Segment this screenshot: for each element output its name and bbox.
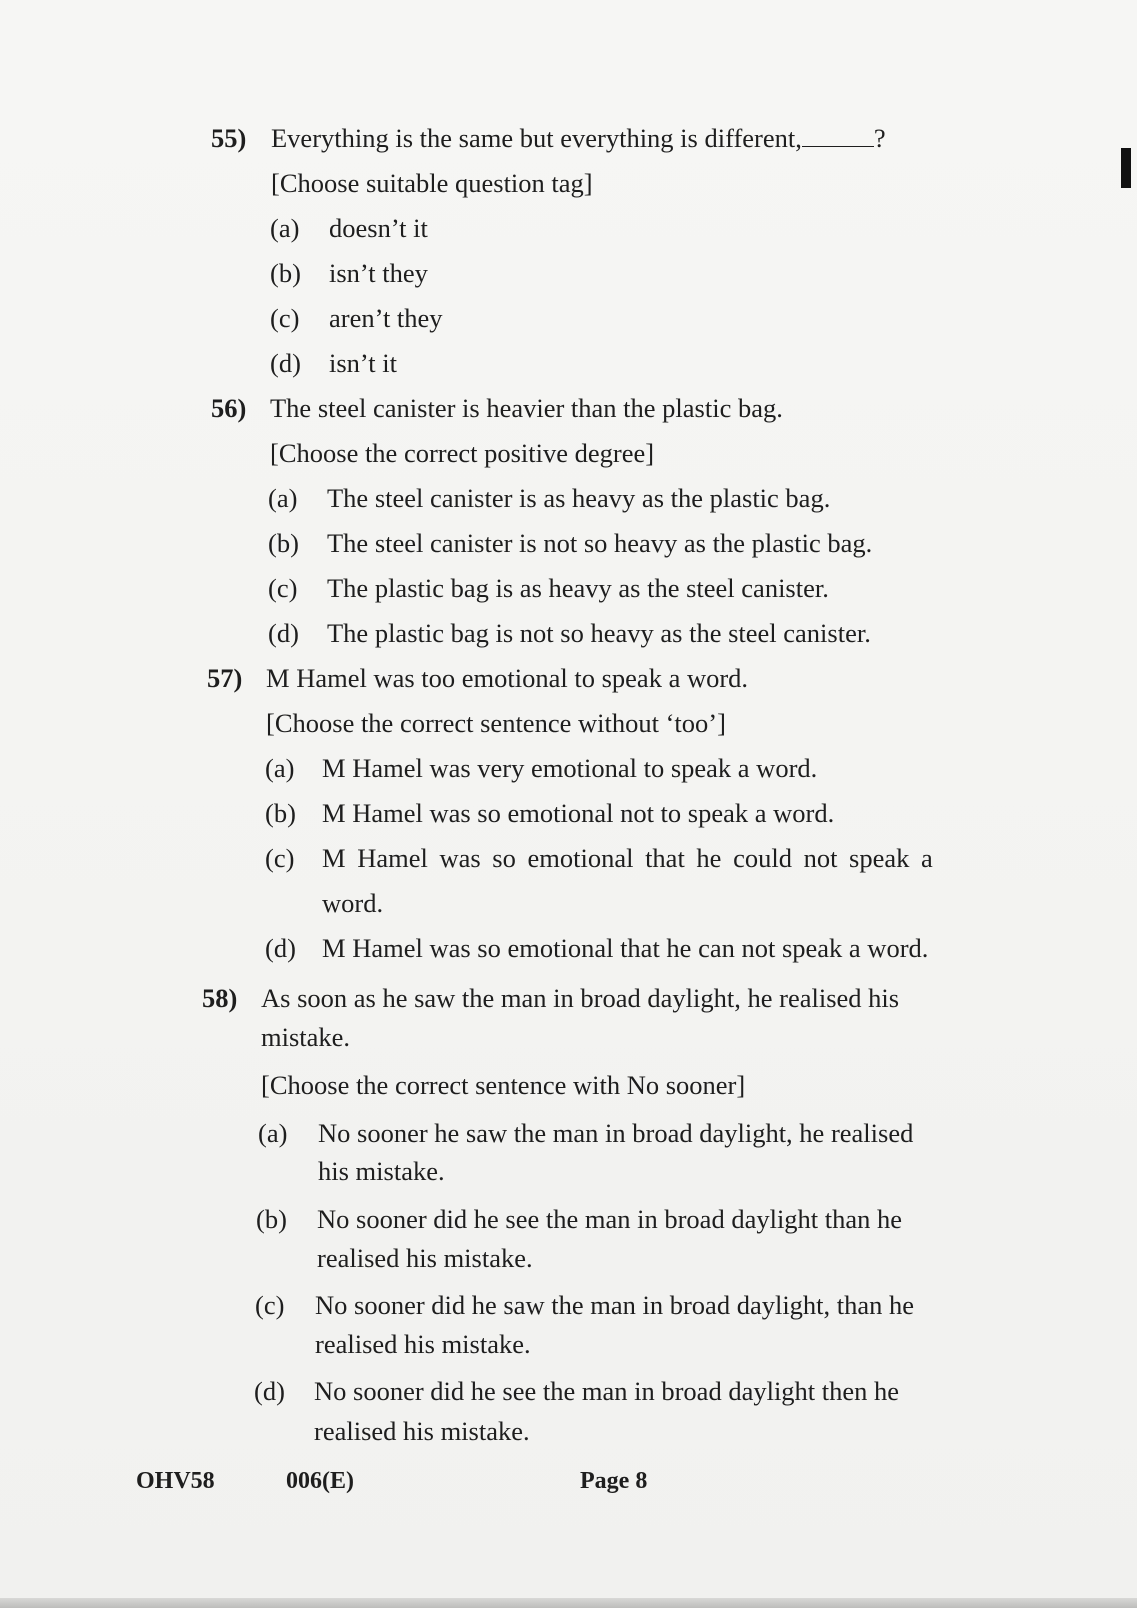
- footer-exam-code: OHV58: [136, 1468, 215, 1494]
- option-letter: (d): [270, 348, 301, 378]
- option-text: No sooner did he see the man in broad daylight than he: [317, 1204, 903, 1234]
- option-letter: (b): [256, 1204, 287, 1234]
- option-text: No sooner did he see the man in broad daylight then he: [314, 1376, 900, 1406]
- question-instruction: [Choose the correct positive degree]: [270, 438, 655, 468]
- option-text: The steel canister is as heavy as the plastic bag.: [327, 483, 831, 513]
- option-text: The steel canister is not so heavy as the plastic bag.: [327, 528, 873, 558]
- option-letter: (b): [270, 258, 301, 288]
- option-letter: (d): [268, 618, 299, 648]
- option-letter: (c): [255, 1290, 285, 1320]
- question-stem: The steel canister is heavier than the plastic bag.: [270, 393, 783, 423]
- option-text: isn’t it: [329, 348, 397, 378]
- option-letter: (d): [254, 1376, 285, 1406]
- option-text: No sooner did he saw the man in broad daylight, than he: [315, 1290, 915, 1320]
- question-instruction: [Choose the correct sentence without ‘too’]: [266, 708, 726, 738]
- option-letter: (b): [265, 798, 296, 828]
- option-text-continued: realised his mistake.: [317, 1243, 533, 1273]
- option-letter: (c): [265, 843, 295, 873]
- question-stem: As soon as he saw the man in broad daylight, he realised his: [261, 983, 900, 1013]
- option-text: The plastic bag is not so heavy as the steel canister.: [327, 618, 871, 648]
- question-stem: M Hamel was too emotional to speak a word.: [266, 663, 749, 693]
- option-text: M Hamel was so emotional not to speak a word.: [322, 798, 835, 828]
- question-number: 55): [211, 123, 247, 153]
- option-letter: (d): [265, 933, 296, 963]
- option-text-continued: realised his mistake.: [314, 1416, 530, 1446]
- question-number: 58): [202, 983, 238, 1013]
- question-instruction: [Choose the correct sentence with No sooner]: [261, 1070, 746, 1100]
- question-number: 56): [211, 393, 247, 423]
- option-text: No sooner he saw the man in broad daylight, he realised: [318, 1118, 914, 1148]
- option-letter: (a): [258, 1118, 288, 1148]
- option-text: M Hamel was very emotional to speak a word.: [322, 753, 818, 783]
- option-text-continued: word.: [322, 888, 384, 918]
- option-text: isn’t they: [329, 258, 428, 288]
- option-letter: (a): [265, 753, 295, 783]
- question-mark: ?: [873, 123, 886, 153]
- option-letter: (c): [268, 573, 298, 603]
- option-letter: (c): [270, 303, 300, 333]
- footer-page-number: Page 8: [580, 1468, 648, 1494]
- question-stem-continued: mistake.: [261, 1022, 351, 1052]
- option-text: aren’t they: [329, 303, 443, 333]
- edge-registration-mark: [1121, 148, 1131, 188]
- scan-bottom-edge: [0, 1598, 1137, 1608]
- question-instruction: [Choose suitable question tag]: [271, 168, 593, 198]
- option-letter: (a): [270, 213, 300, 243]
- option-letter: (b): [268, 528, 299, 558]
- option-letter: (a): [268, 483, 298, 513]
- question-number: 57): [207, 663, 243, 693]
- option-text: doesn’t it: [329, 213, 428, 243]
- option-text-continued: realised his mistake.: [315, 1329, 531, 1359]
- option-text: M Hamel was so emotional that he could not speak a: [322, 843, 933, 873]
- question-stem: [271, 116, 886, 161]
- answer-blank: [802, 122, 874, 147]
- option-text: M Hamel was so emotional that he can not speak a word.: [322, 933, 929, 963]
- option-text: The plastic bag is as heavy as the steel canister.: [327, 573, 829, 603]
- footer-paper-code: 006(E): [286, 1468, 354, 1494]
- question-stem-text: Everything is the same but everything is different,: [271, 123, 802, 153]
- option-text-continued: his mistake.: [318, 1156, 445, 1186]
